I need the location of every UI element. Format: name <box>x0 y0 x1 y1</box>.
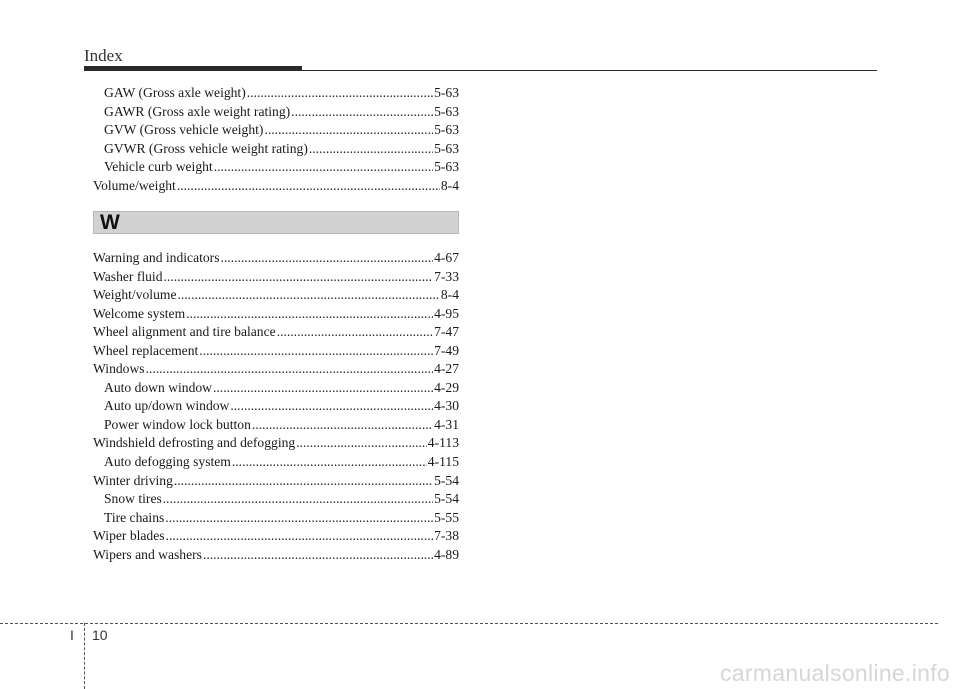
entry-page-ref: 5-54 <box>434 472 459 488</box>
index-entry <box>93 342 459 361</box>
dot-leader <box>232 453 427 472</box>
dot-leader <box>296 434 427 453</box>
footer-dashed-rule <box>0 623 938 624</box>
index-subentry <box>93 509 459 528</box>
index-subentry <box>93 121 459 140</box>
dot-leader <box>174 472 433 491</box>
dot-leader <box>214 158 433 177</box>
header-thin-rule <box>84 70 877 71</box>
footer-dashed-vertical-rule <box>84 623 85 689</box>
entry-page-ref: 4-27 <box>434 361 459 377</box>
dot-leader <box>213 379 433 398</box>
index-subentry <box>93 397 459 416</box>
dot-leader <box>166 527 434 546</box>
dot-leader <box>230 397 433 416</box>
entry-label: GVW (Gross vehicle weight) <box>104 122 264 138</box>
index-subentry <box>93 416 459 435</box>
section-letter: W <box>100 211 120 234</box>
dot-leader <box>177 286 439 305</box>
entry-page-ref: 4-95 <box>434 305 459 321</box>
entry-label: Wheel alignment and tire balance <box>93 324 276 340</box>
index-entry <box>93 268 459 287</box>
watermark-text: carmanualsonline.info <box>719 660 950 686</box>
index-entry <box>93 527 459 546</box>
index-subentry <box>93 140 459 159</box>
entry-page-ref: 5-54 <box>434 491 459 507</box>
dot-leader <box>291 103 433 122</box>
entry-page-ref: 4-67 <box>434 250 459 265</box>
dot-leader <box>186 305 433 324</box>
dot-leader <box>221 249 434 268</box>
entry-label: Power window lock button <box>104 416 251 432</box>
entry-label: Snow tires <box>104 491 162 507</box>
entry-label: Welcome system <box>93 305 186 321</box>
dot-leader <box>247 84 433 103</box>
section-header-w <box>93 211 459 234</box>
dot-leader <box>177 177 440 196</box>
entry-label: GVWR (Gross vehicle weight rating) <box>104 140 308 156</box>
dot-leader <box>163 490 433 509</box>
dot-leader <box>146 360 434 379</box>
entry-label: Auto up/down window <box>104 398 230 414</box>
footer-page-number: 10 <box>92 627 108 643</box>
dot-leader <box>165 509 433 528</box>
entry-label: Volume/weight <box>93 177 176 193</box>
index-entry <box>93 286 459 305</box>
entry-label: Winter driving <box>93 472 173 488</box>
entry-label: Weight/volume <box>93 287 177 303</box>
index-entry <box>93 434 459 453</box>
entry-page-ref: 7-47 <box>434 324 459 340</box>
index-subentry <box>93 379 459 398</box>
entry-page-ref: 7-33 <box>434 268 459 284</box>
entry-label: Wiper blades <box>93 528 165 544</box>
entry-page-ref: 7-49 <box>434 342 459 358</box>
entry-label: Wipers and washers <box>93 546 202 562</box>
dot-leader <box>199 342 433 361</box>
dot-leader <box>309 140 433 159</box>
entry-page-ref: 5-63 <box>434 159 459 175</box>
entry-label: Auto defogging system <box>104 454 231 470</box>
entry-page-ref: 8-4 <box>440 287 459 303</box>
entry-page-ref: 5-63 <box>434 85 459 100</box>
entry-page-ref: 4-31 <box>434 416 459 432</box>
index-subentry <box>93 158 459 177</box>
entry-page-ref: 4-89 <box>434 546 459 562</box>
entry-page-ref: 8-4 <box>440 177 459 193</box>
entry-label: Warning and indicators <box>93 250 220 265</box>
index-entry <box>93 305 459 324</box>
entry-page-ref: 4-113 <box>427 435 459 451</box>
entry-page-ref: 5-63 <box>434 122 459 138</box>
entry-page-ref: 4-29 <box>434 379 459 395</box>
index-subentry <box>93 103 459 122</box>
index-entry <box>93 472 459 491</box>
entry-label: Wheel replacement <box>93 342 199 358</box>
entry-label: Washer fluid <box>93 268 163 284</box>
entry-page-ref: 5-63 <box>434 140 459 156</box>
entry-page-ref: 7-38 <box>434 528 459 544</box>
index-subentry <box>93 490 459 509</box>
dot-leader <box>203 546 433 565</box>
entry-label: Vehicle curb weight <box>104 159 213 175</box>
dot-leader <box>164 268 434 287</box>
entry-page-ref: 5-55 <box>434 509 459 525</box>
index-subentry <box>93 453 459 472</box>
index-subentry <box>93 84 459 103</box>
entry-label: Tire chains <box>104 509 165 525</box>
dot-leader <box>264 121 433 140</box>
index-entry <box>93 177 459 196</box>
entry-label: Windshield defrosting and defogging <box>93 435 296 451</box>
entry-label: Windows <box>93 361 145 377</box>
entry-label: Auto down window <box>104 379 212 395</box>
entry-page-ref: 5-63 <box>434 103 459 119</box>
entry-page-ref: 4-30 <box>434 398 459 414</box>
dot-leader <box>252 416 433 435</box>
entry-page-ref: 4-115 <box>427 454 459 470</box>
entry-label: GAWR (Gross axle weight rating) <box>104 103 291 119</box>
footer-chapter-label: I <box>70 627 74 643</box>
index-entry <box>93 546 459 565</box>
index-entry <box>93 323 459 342</box>
index-entry <box>93 360 459 379</box>
entry-label: GAW (Gross axle weight) <box>104 85 246 100</box>
page-header-title: Index <box>84 46 123 65</box>
dot-leader <box>277 323 433 342</box>
index-entry <box>93 249 459 268</box>
index-entries-top <box>93 84 459 195</box>
index-entries-w <box>93 249 459 564</box>
